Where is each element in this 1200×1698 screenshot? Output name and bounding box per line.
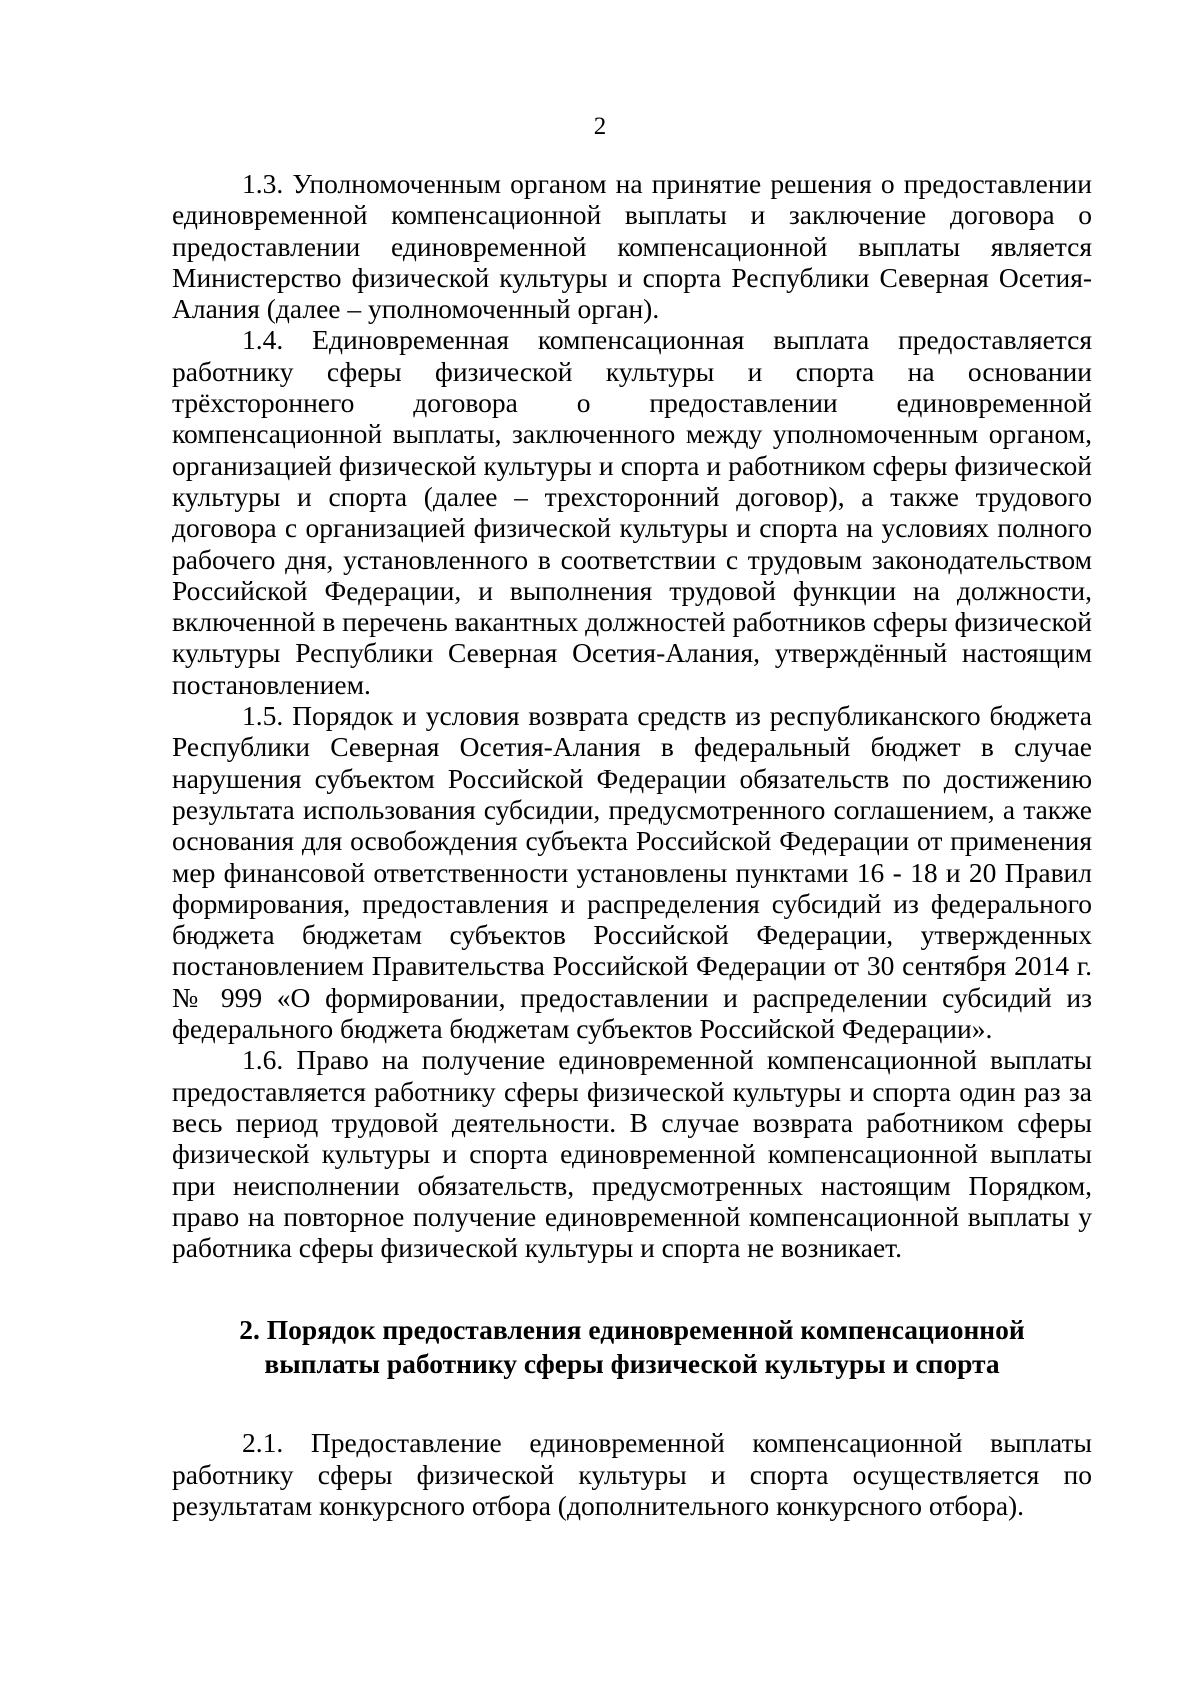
- document-body: [172, 168, 1092, 1521]
- section-2-heading-line-2: выплаты работнику сферы физической культуры и спорта: [264, 1348, 1000, 1380]
- section-2-heading-line-1: 2. Порядок предоставления единовременной компенсационной: [239, 1314, 1025, 1346]
- paragraph-1-6: 1.6. Право на получение единовременной компенсационной выплаты предоставляется работнику сферы физической культуры и спорта один раз за весь период трудовой деятельности. В случае возврата работником сферы физической культуры и спорта единовременной компенсационной выплаты при неисполнении обязательств, предусмотренных настоящим Порядком, право на повторное получение единовременной компенсационной выплаты у работника сферы физической культуры и спорта не возникает.: [172, 1044, 1092, 1264]
- page-number: 2: [593, 113, 607, 140]
- paragraph-1-4: 1.4. Единовременная компенсационная выплата предоставляется работнику сферы физической культуры и спорта на основании трёхстороннего договора о предоставлении единовременной компенсационной выплаты, заключенного между уполномоченным органом, организацией физической культуры и спорта и работником сферы физической культуры и спорта (далее – трехсторонний договор), а также трудового договора с организацией физической культуры и спорта на условиях полного рабочего дня, установленного в соответствии с трудовым законодательством Российской Федерации, и выполнения трудовой функции на должности, включенной в перечень вакантных должностей работников сферы физической культуры Республики Северная Осетия-Алания, утверждённый настоящим постановлением.: [172, 324, 1092, 700]
- paragraph-2-1: 2.1. Предоставление единовременной компенсационной выплаты работнику сферы физической культуры и спорта осуществляется по результатам конкурсного отбора (дополнительного конкурсного отбора).: [172, 1427, 1092, 1521]
- paragraph-1-3: 1.3. Уполномоченным органом на принятие решения о предоставлении единовременной компенсационной выплаты и заключение договора о предоставлении единовременной компенсационной выплаты является Министерство физической культуры и спорта Республики Северная Осетия-Алания (далее – уполномоченный орган).: [172, 168, 1092, 325]
- section-2-heading: [172, 1313, 1092, 1381]
- paragraph-1-5: 1.5. Порядок и условия возврата средств из республиканского бюджета Республики Северная Осетия-Алания в федеральный бюджет в случае нарушения субъектом Российской Федерации обязательств по достижению результата использования субсидии, предусмотренного соглашением, а также основания для освобождения субъекта Российской Федерации от применения мер финансовой ответственности установлены пунктами 16 - 18 и 20 Правил формирования, предоставления и распределения субсидий из федерального бюджета бюджетам субъектов Российской Федерации, утвержденных постановлением Правительства Российской Федерации от 30 сентября 2014 г. № 999 «О формировании, предоставлении и распределении субсидий из федерального бюджета бюджетам субъектов Российской Федерации».: [172, 700, 1092, 1045]
